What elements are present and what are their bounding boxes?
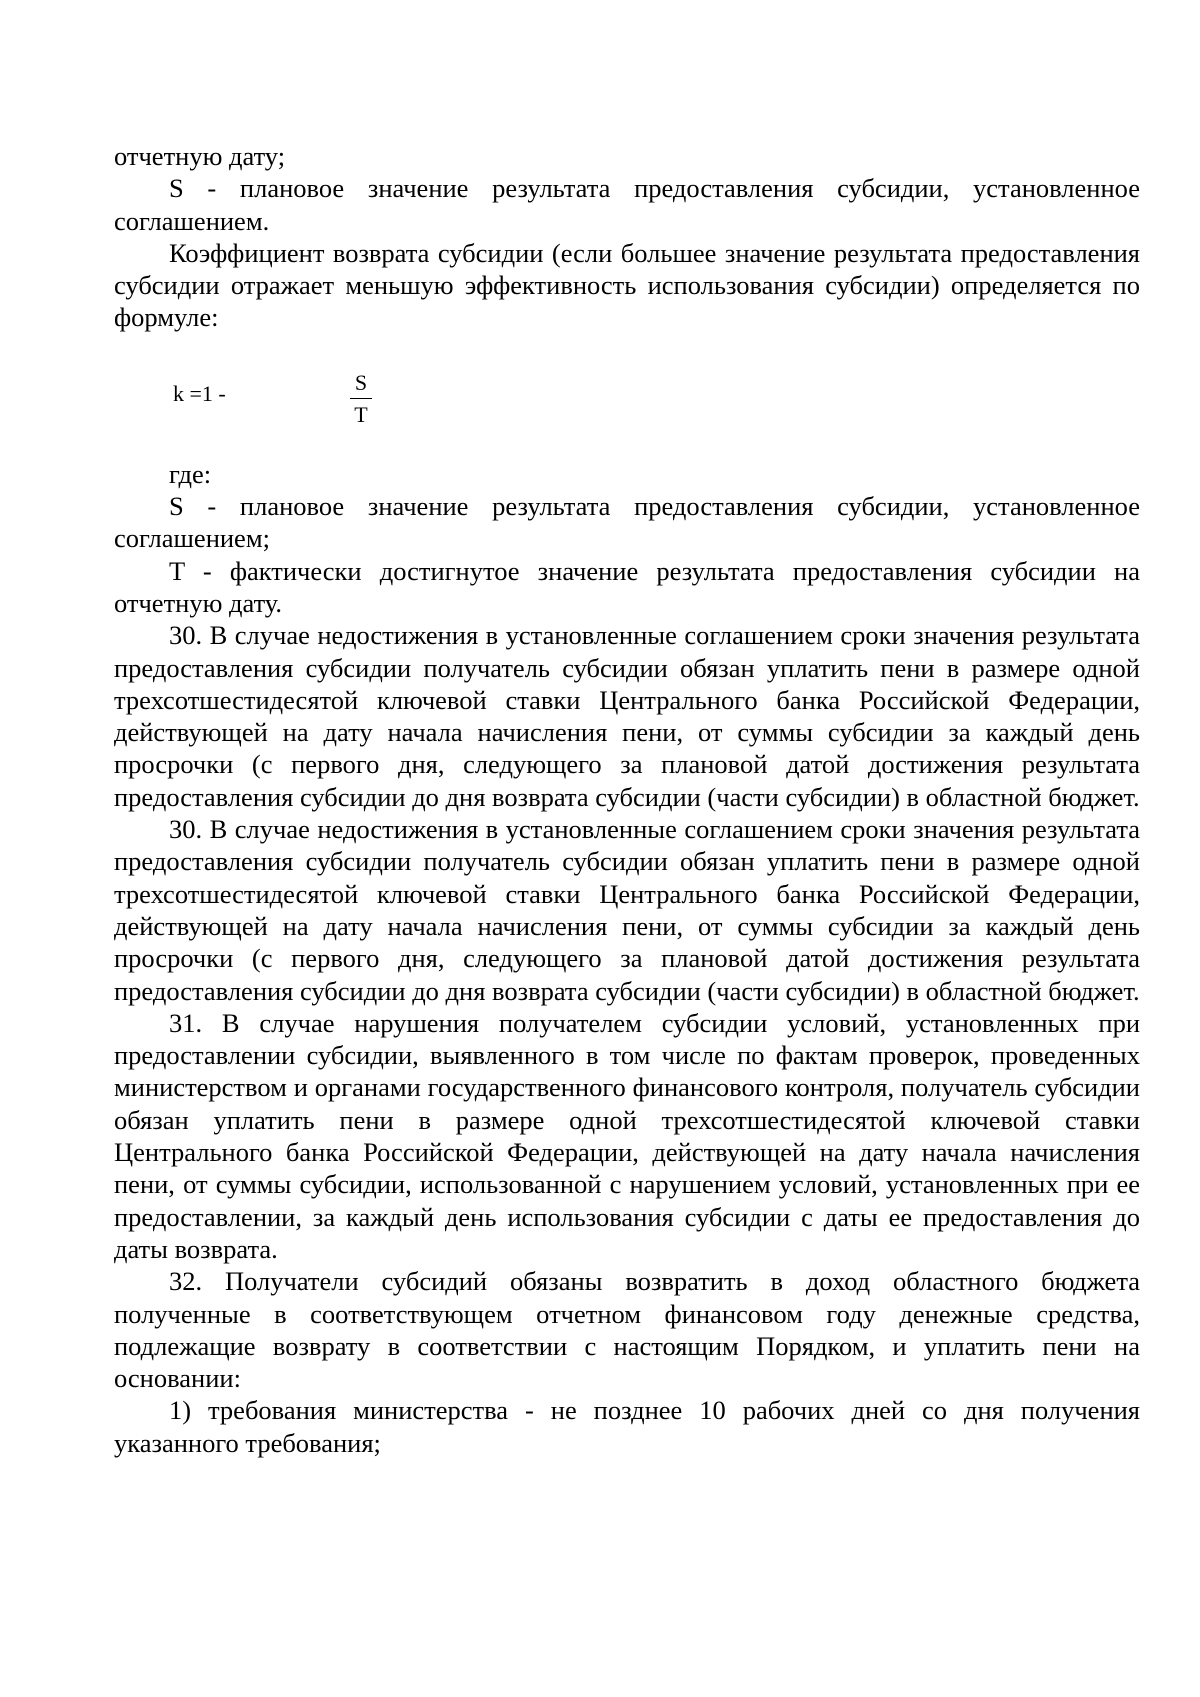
formula-fraction: [350, 371, 372, 427]
paragraph-subitem-1: 1) требования министерства - не позднее 10 рабочих дней со дня получения указанного требования;: [114, 1395, 1140, 1458]
formula-lhs: k =1 -: [173, 380, 226, 406]
paragraph-item-30-duplicate: 30. В случае недостижения в установленные соглашением сроки значения результата предоставления субсидии получатель субсидии обязан уплатить пени в размере одной трехсотшестидесятой ключевой ставки Центрального банка Российской Федерации, действующей на дату начала начисления пени, от суммы субсидии за каждый день просрочки (с первого дня, следующего за плановой датой достижения результата предоставления субсидии до дня возврата субсидии (части субсидии) в областной бюджет.: [114, 814, 1140, 1006]
paragraph-item-32: 32. Получатели субсидий обязаны возвратить в доход областного бюджета полученные в соответствующем отчетном финансовом году денежные средства, подлежащие возврату в соответствии с настоящим Порядком, и уплатить пени на основании:: [114, 1266, 1140, 1394]
paragraph-t-definition: T - фактически достигнутое значение результата предоставления субсидии на отчетную дату.: [114, 555, 1140, 618]
formula-numerator: S: [354, 369, 368, 395]
paragraph-item-30: 30. В случае недостижения в установленные соглашением сроки значения результата предоставления субсидии получатель субсидии обязан уплатить пени в размере одной трехсотшестидесятой ключевой ставки Центрального банка Российской Федерации, действующей на дату начала начисления пени, от суммы субсидии за каждый день просрочки (с первого дня, следующего за плановой датой достижения результата предоставления субсидии до дня возврата субсидии (части субсидии) в областной бюджет.: [114, 620, 1140, 812]
paragraph-item-31: 31. В случае нарушения получателем субсидии условий, установленных при предоставлении субсидии, выявленного в том числе по фактам проверок, проведенных министерством и органами государственного финансового контроля, получатель субсидии обязан уплатить пени в размере одной трехсотшестидесятой ключевой ставки Центрального банка Российской Федерации, действующей на дату начала начисления пени, от суммы субсидии, использованной с нарушением условий, установленных при ее предоставлении, за каждый день использования субсидии с даты ее предоставления до даты возврата.: [114, 1007, 1140, 1264]
paragraph-continuation: отчетную дату;: [114, 141, 286, 171]
paragraph-s-definition: S - плановое значение результата предоставления субсидии, установленное соглашением.: [114, 173, 1140, 236]
paragraph-where: где:: [169, 458, 212, 489]
document-page: [114, 140, 1140, 1459]
paragraph-s-definition-2: S - плановое значение результата предоставления субсидии, установленное соглашением;: [114, 491, 1140, 554]
formula-block: [114, 334, 1140, 458]
paragraph-coefficient-intro: Коэффициент возврата субсидии (если большее значение результата предоставления субсидии отражает меньшую эффективность использования субсидии) определяется по формуле:: [114, 237, 1140, 333]
formula-denominator: T: [354, 401, 368, 427]
fraction-bar: [350, 398, 372, 399]
